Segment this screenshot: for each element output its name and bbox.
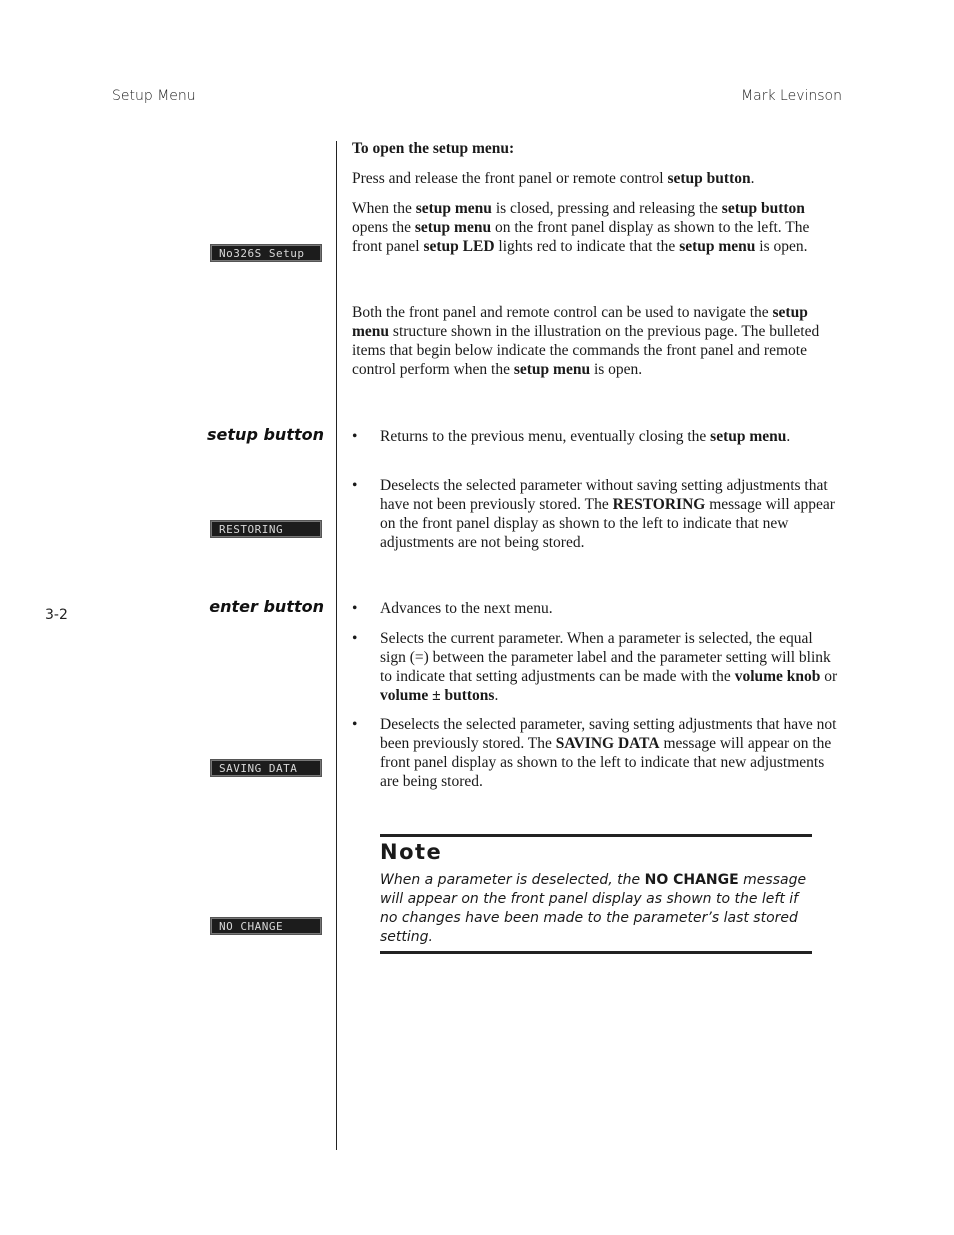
bullet-text: Deselects the selected parameter, saving setting adjustments that have not been previously stored. The SAVING DATA message will appear on the front panel display as shown to the left to indicate that new adjustments are being stored. bbox=[380, 716, 837, 790]
note-top-rule bbox=[380, 834, 812, 837]
side-head-enter-button: enter button bbox=[209, 597, 324, 616]
bullet-marker: • bbox=[352, 600, 358, 617]
running-head-left: Setup Menu bbox=[112, 88, 196, 104]
intro-paragraph-1: Press and release the front panel or remote control setup button. bbox=[352, 170, 755, 187]
column-divider bbox=[336, 141, 337, 1150]
bullet-marker: • bbox=[352, 716, 358, 733]
note-bottom-rule bbox=[380, 951, 812, 954]
intro-heading: To open the setup menu: bbox=[352, 140, 515, 157]
intro-paragraph-2: When the setup menu is closed, pressing and releasing the setup button opens the setup menu on the front panel display as shown to the left. The front panel setup LED lights red to indicate that the setup menu is open. bbox=[352, 200, 810, 255]
display-saving-data: SAVING DATA bbox=[210, 759, 322, 777]
bullet-marker: • bbox=[352, 477, 358, 494]
page-number: 3-2 bbox=[45, 607, 68, 623]
intro-paragraph-3: Both the front panel and remote control can be used to navigate the setup menu structure shown in the illustration on the previous page. The bulleted items that begin below indicate the commands the front panel and remote control perform when the setup menu is open. bbox=[352, 304, 820, 378]
bullet-text: Selects the current parameter. When a parameter is selected, the equal sign (=) between the parameter label and the parameter setting will blink to indicate that setting adjustments can be made with the volume knob or volume ± buttons. bbox=[380, 630, 838, 704]
side-head-setup-button: setup button bbox=[207, 425, 324, 444]
display-setup: No326S Setup bbox=[210, 244, 322, 262]
bullet-text: Advances to the next menu. bbox=[380, 600, 553, 617]
bullet-text: Returns to the previous menu, eventually closing the setup menu. bbox=[380, 428, 791, 445]
bullet-marker: • bbox=[352, 428, 358, 445]
bullet-marker: • bbox=[352, 630, 358, 647]
running-head-right: Mark Levinson bbox=[741, 88, 842, 104]
display-no-change: NO CHANGE bbox=[210, 917, 322, 935]
note-text: When a parameter is deselected, the NO CHANGE message will appear on the front panel display as shown to the left if no changes have been made to the parameter’s last stored setting. bbox=[380, 872, 807, 945]
note-title: Note bbox=[380, 840, 443, 864]
bullet-text: Deselects the selected parameter without saving setting adjustments that have not been previously stored. The RESTORING message will appear on the front panel display as shown to the left to indicate that new adjustments are not being stored. bbox=[380, 477, 835, 551]
note-box bbox=[380, 834, 812, 954]
display-restoring: RESTORING bbox=[210, 520, 322, 538]
